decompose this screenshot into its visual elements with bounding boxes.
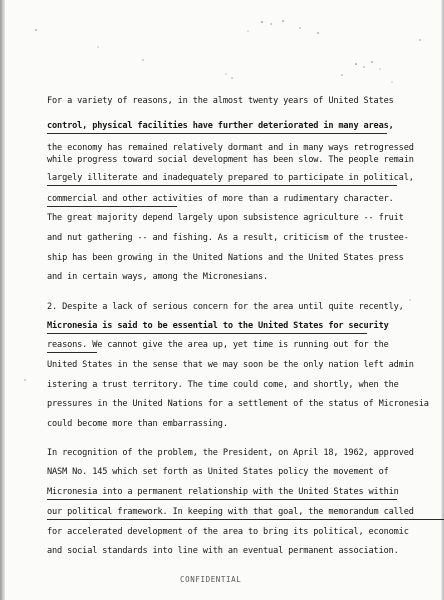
text-line: In recognition of the problem, the President, on April 18, 1962, approved [47,448,414,458]
text-line: NASM No. 145 which set forth as United States policy the movement of [47,467,389,477]
text-line: control, physical facilities have further deteriorated in many areas, [47,121,394,131]
text-line: our political framework. In keeping with that goal, the memorandum called [47,507,414,517]
text-line: largely illiterate and inadequately prepared to participate in political, [47,173,414,183]
text-line: could become more than embarrassing. [47,419,228,429]
text-line: Micronesia is said to be essential to the United States for security [47,321,389,331]
text-line: while progress toward social development has been slow. The people remain [47,155,414,165]
text-line: for accelerated development of the area to bring its political, economic [47,527,409,537]
text-line: 2. Despite a lack of serious concern for the area until quite recently, [47,302,404,312]
text-line: commercial and other activities of more than a rudimentary character. [47,194,394,204]
text-line: pressures in the United Nations for a settlement of the status of Micronesia [47,399,429,409]
text-line: reasons. We cannot give the area up, yet time is running out for the [47,340,389,350]
underline-mark [47,499,397,500]
text-line: istering a trust territory. The time could come, and shortly, when the [47,380,399,390]
underline-mark [47,133,387,134]
underline-mark [47,206,177,207]
text-line: United States in the sense that we may soon be the only nation left admin [47,360,414,370]
text-line: The great majority depend largely upon subsistence agriculture -- fruit [47,213,404,223]
underline-mark [47,185,397,186]
text-line: and in certain ways, among the Micronesians. [47,272,269,282]
text-line: the economy has remained relatively dormant and in many ways retrogressed [47,143,414,153]
classification-footer: CONFIDENTIAL [180,575,242,584]
underline-mark [47,333,367,334]
underline-mark [47,352,97,353]
text-line: ship has been growing in the United Nations and the United States press [47,253,404,263]
text-line: Micronesia into a permanent relationship with the United States within [47,487,399,497]
text-line: and social standards into line with an eventual permanent association. [47,546,399,556]
text-line: and nut gathering -- and fishing. As a result, criticism of the trustee- [47,233,409,243]
text-line: For a variety of reasons, in the almost twenty years of United States [47,96,394,106]
underline-mark [47,519,444,520]
